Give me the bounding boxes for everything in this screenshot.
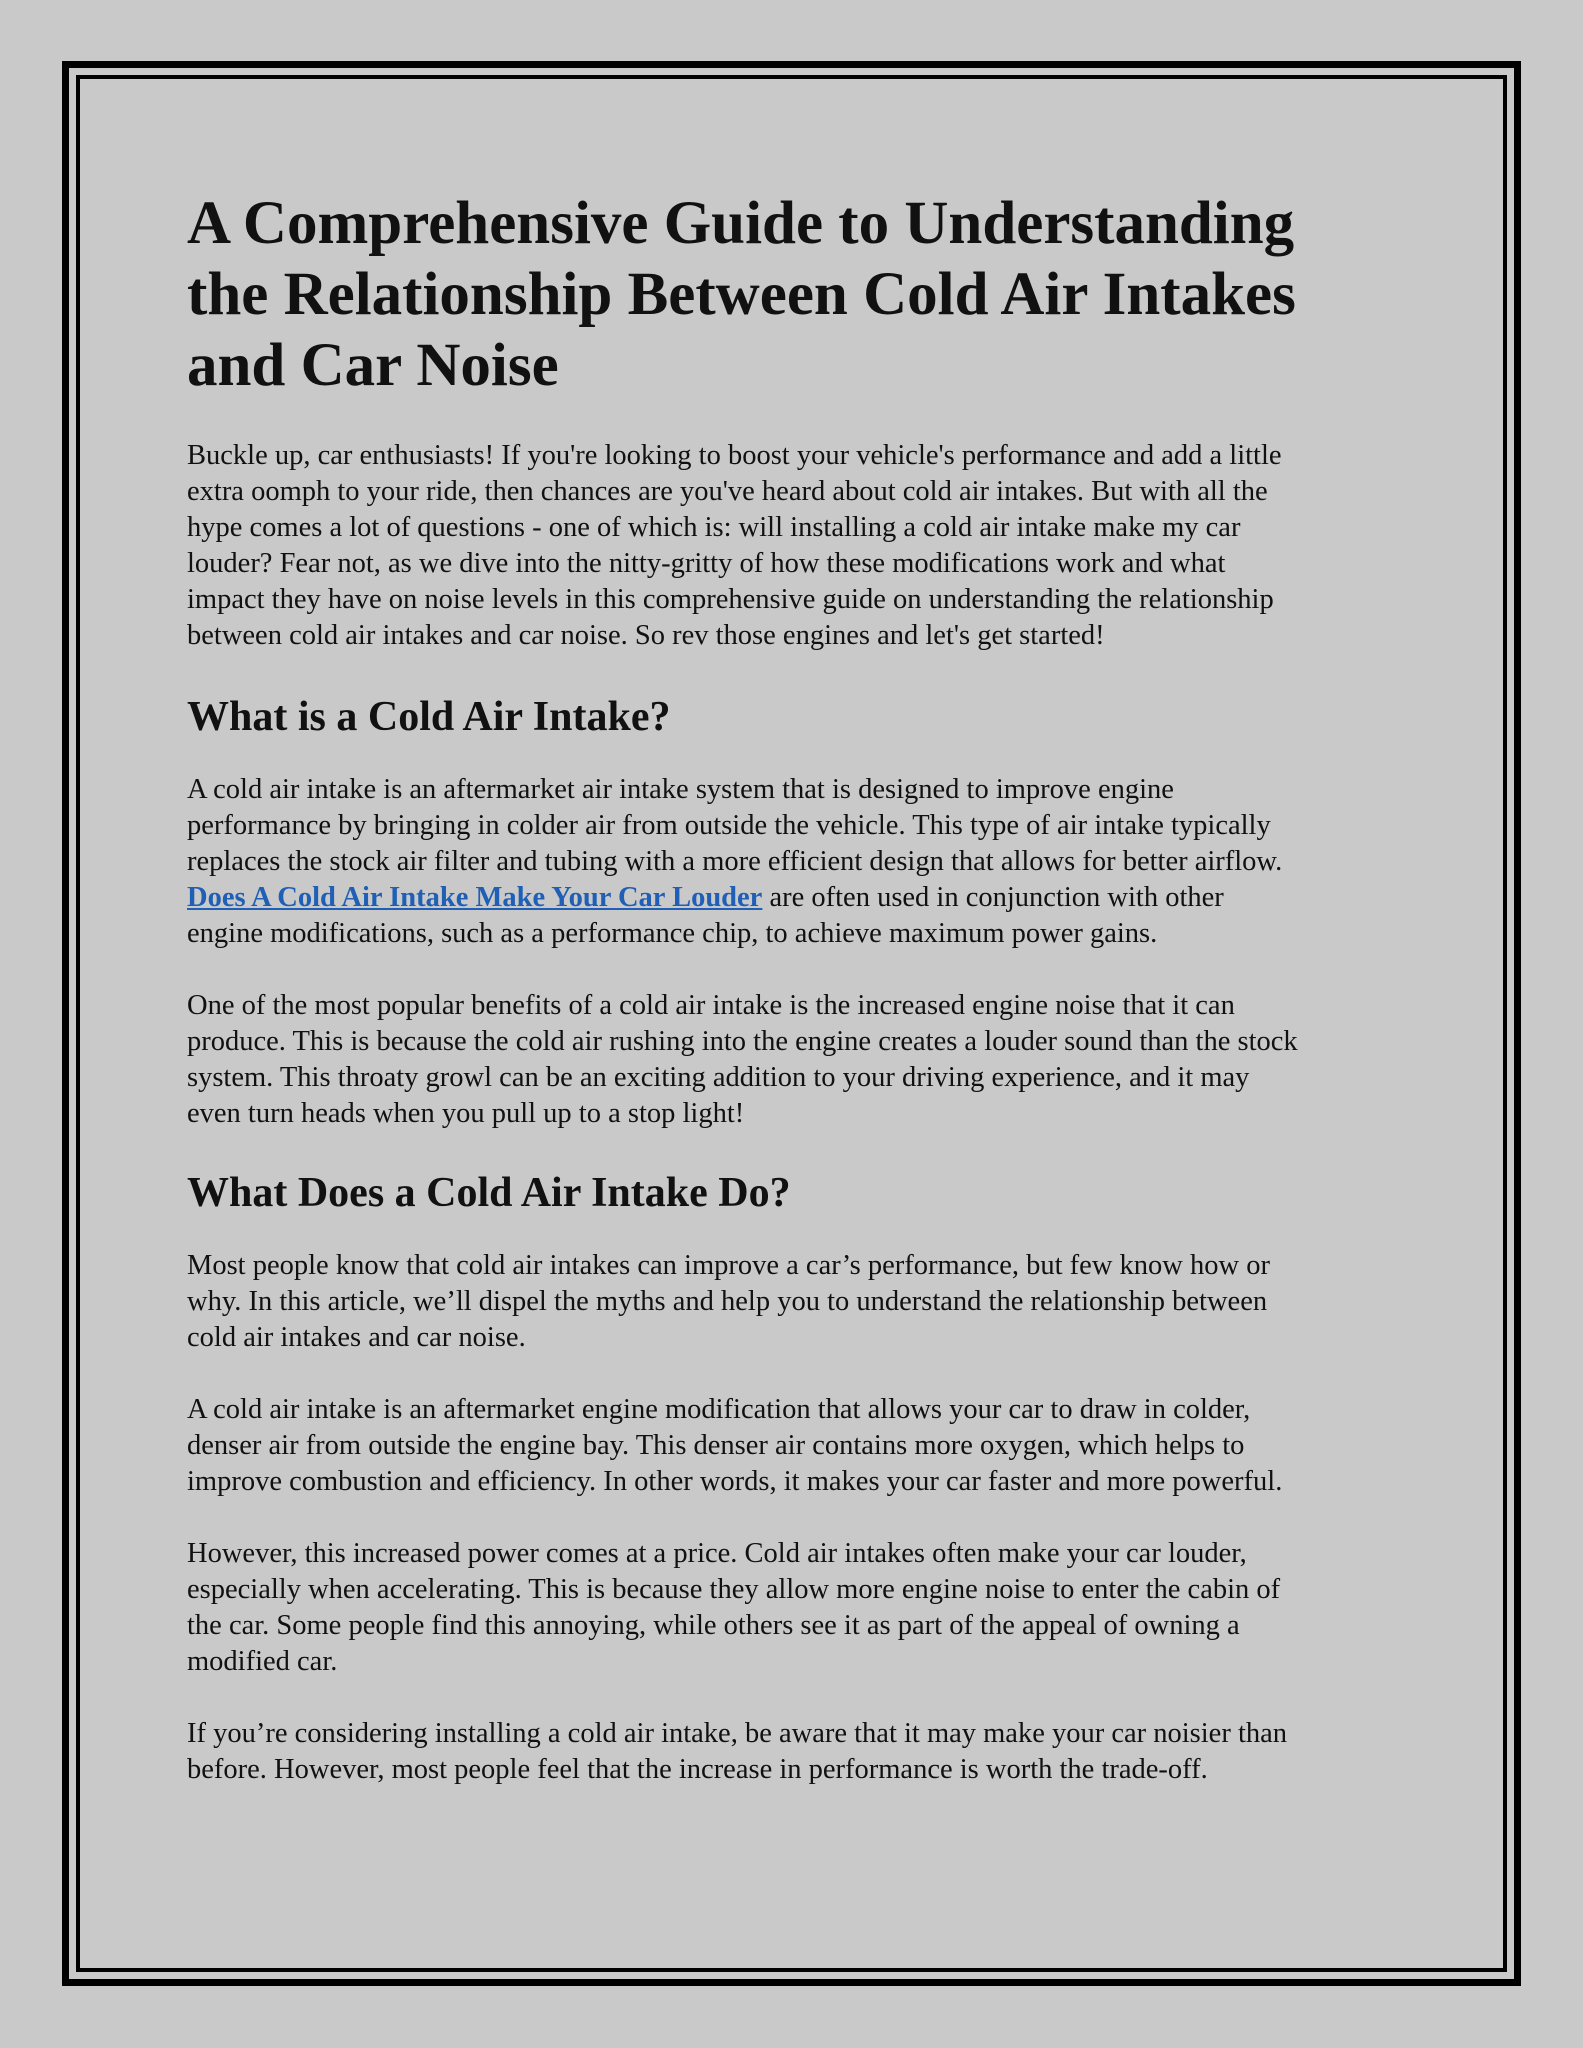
- section1-paragraph-1-start: A cold air intake is an aftermarket air intake system that is designed to improve engine performance by bringing in colder air from outside the vehicle. This type of air intake typically replaces the stock air filter and tubing with a more efficient design that allows for better airflow.: [187, 774, 1283, 877]
- intro-paragraph: Buckle up, car enthusiasts! If you're looking to boost your vehicle's performance and add a little extra oomph to your ride, then chances are you've heard about cold air intakes. But with all the hype comes a lot of questions - one of which is: will installing a cold air intake make my car louder? Fear not, as we dive into the nitty-gritty of how these modifications work and what impact they have on noise levels in this comprehensive guide on understanding the relationship between cold air intakes and car noise. So rev those engines and let's get started!: [187, 440, 1282, 651]
- section-heading-what-does: What Does a Cold Air Intake Do?: [187, 1170, 791, 1216]
- section2-paragraph-4: If you’re considering installing a cold air intake, be aware that it may make your car noisier than before. However, most people feel that the increase in performance is worth the trade-off.: [187, 1718, 1288, 1785]
- section1-paragraph-2: One of the most popular benefits of a cold air intake is the increased engine noise that it can produce. This is because the cold air rushing into the engine creates a louder sound than the stock system. This throaty growl can be an exciting addition to your driving experience, and it may even turn heads when you pull up to a stop light!: [187, 990, 1298, 1129]
- section2-paragraph-2: A cold air intake is an aftermarket engine modification that allows your car to draw in colder, denser air from outside the engine bay. This denser air contains more oxygen, which helps to improve combustion and efficiency. In other words, it makes your car faster and more powerful.: [187, 1394, 1283, 1497]
- section1-paragraph-1: [187, 772, 1417, 952]
- section2-paragraph-3: However, this increased power comes at a price. Cold air intakes often make your car louder, especially when accelerating. This is because they allow more engine noise to enter the cabin of the car. Some people find this annoying, while others see it as part of the appeal of owning a modified car.: [187, 1538, 1281, 1677]
- article-title: A Comprehensive Guide to Understanding the Relationship Between Cold Air Intakes and Car Noise: [187, 190, 1296, 399]
- article-link[interactable]: Does A Cold Air Intake Make Your Car Louder: [187, 882, 763, 913]
- section-heading-what-is: What is a Cold Air Intake?: [187, 694, 671, 740]
- section2-paragraph-1: Most people know that cold air intakes can improve a car’s performance, but few know how or why. In this article, we’ll dispel the myths and help you to understand the relationship between cold air intakes and car noise.: [187, 1250, 1270, 1353]
- section1-paragraph-1-end: are often used in conjunction with other engine modifications, such as a performance chip, to achieve maximum power gains.: [187, 882, 1224, 949]
- article: [187, 188, 1417, 1788]
